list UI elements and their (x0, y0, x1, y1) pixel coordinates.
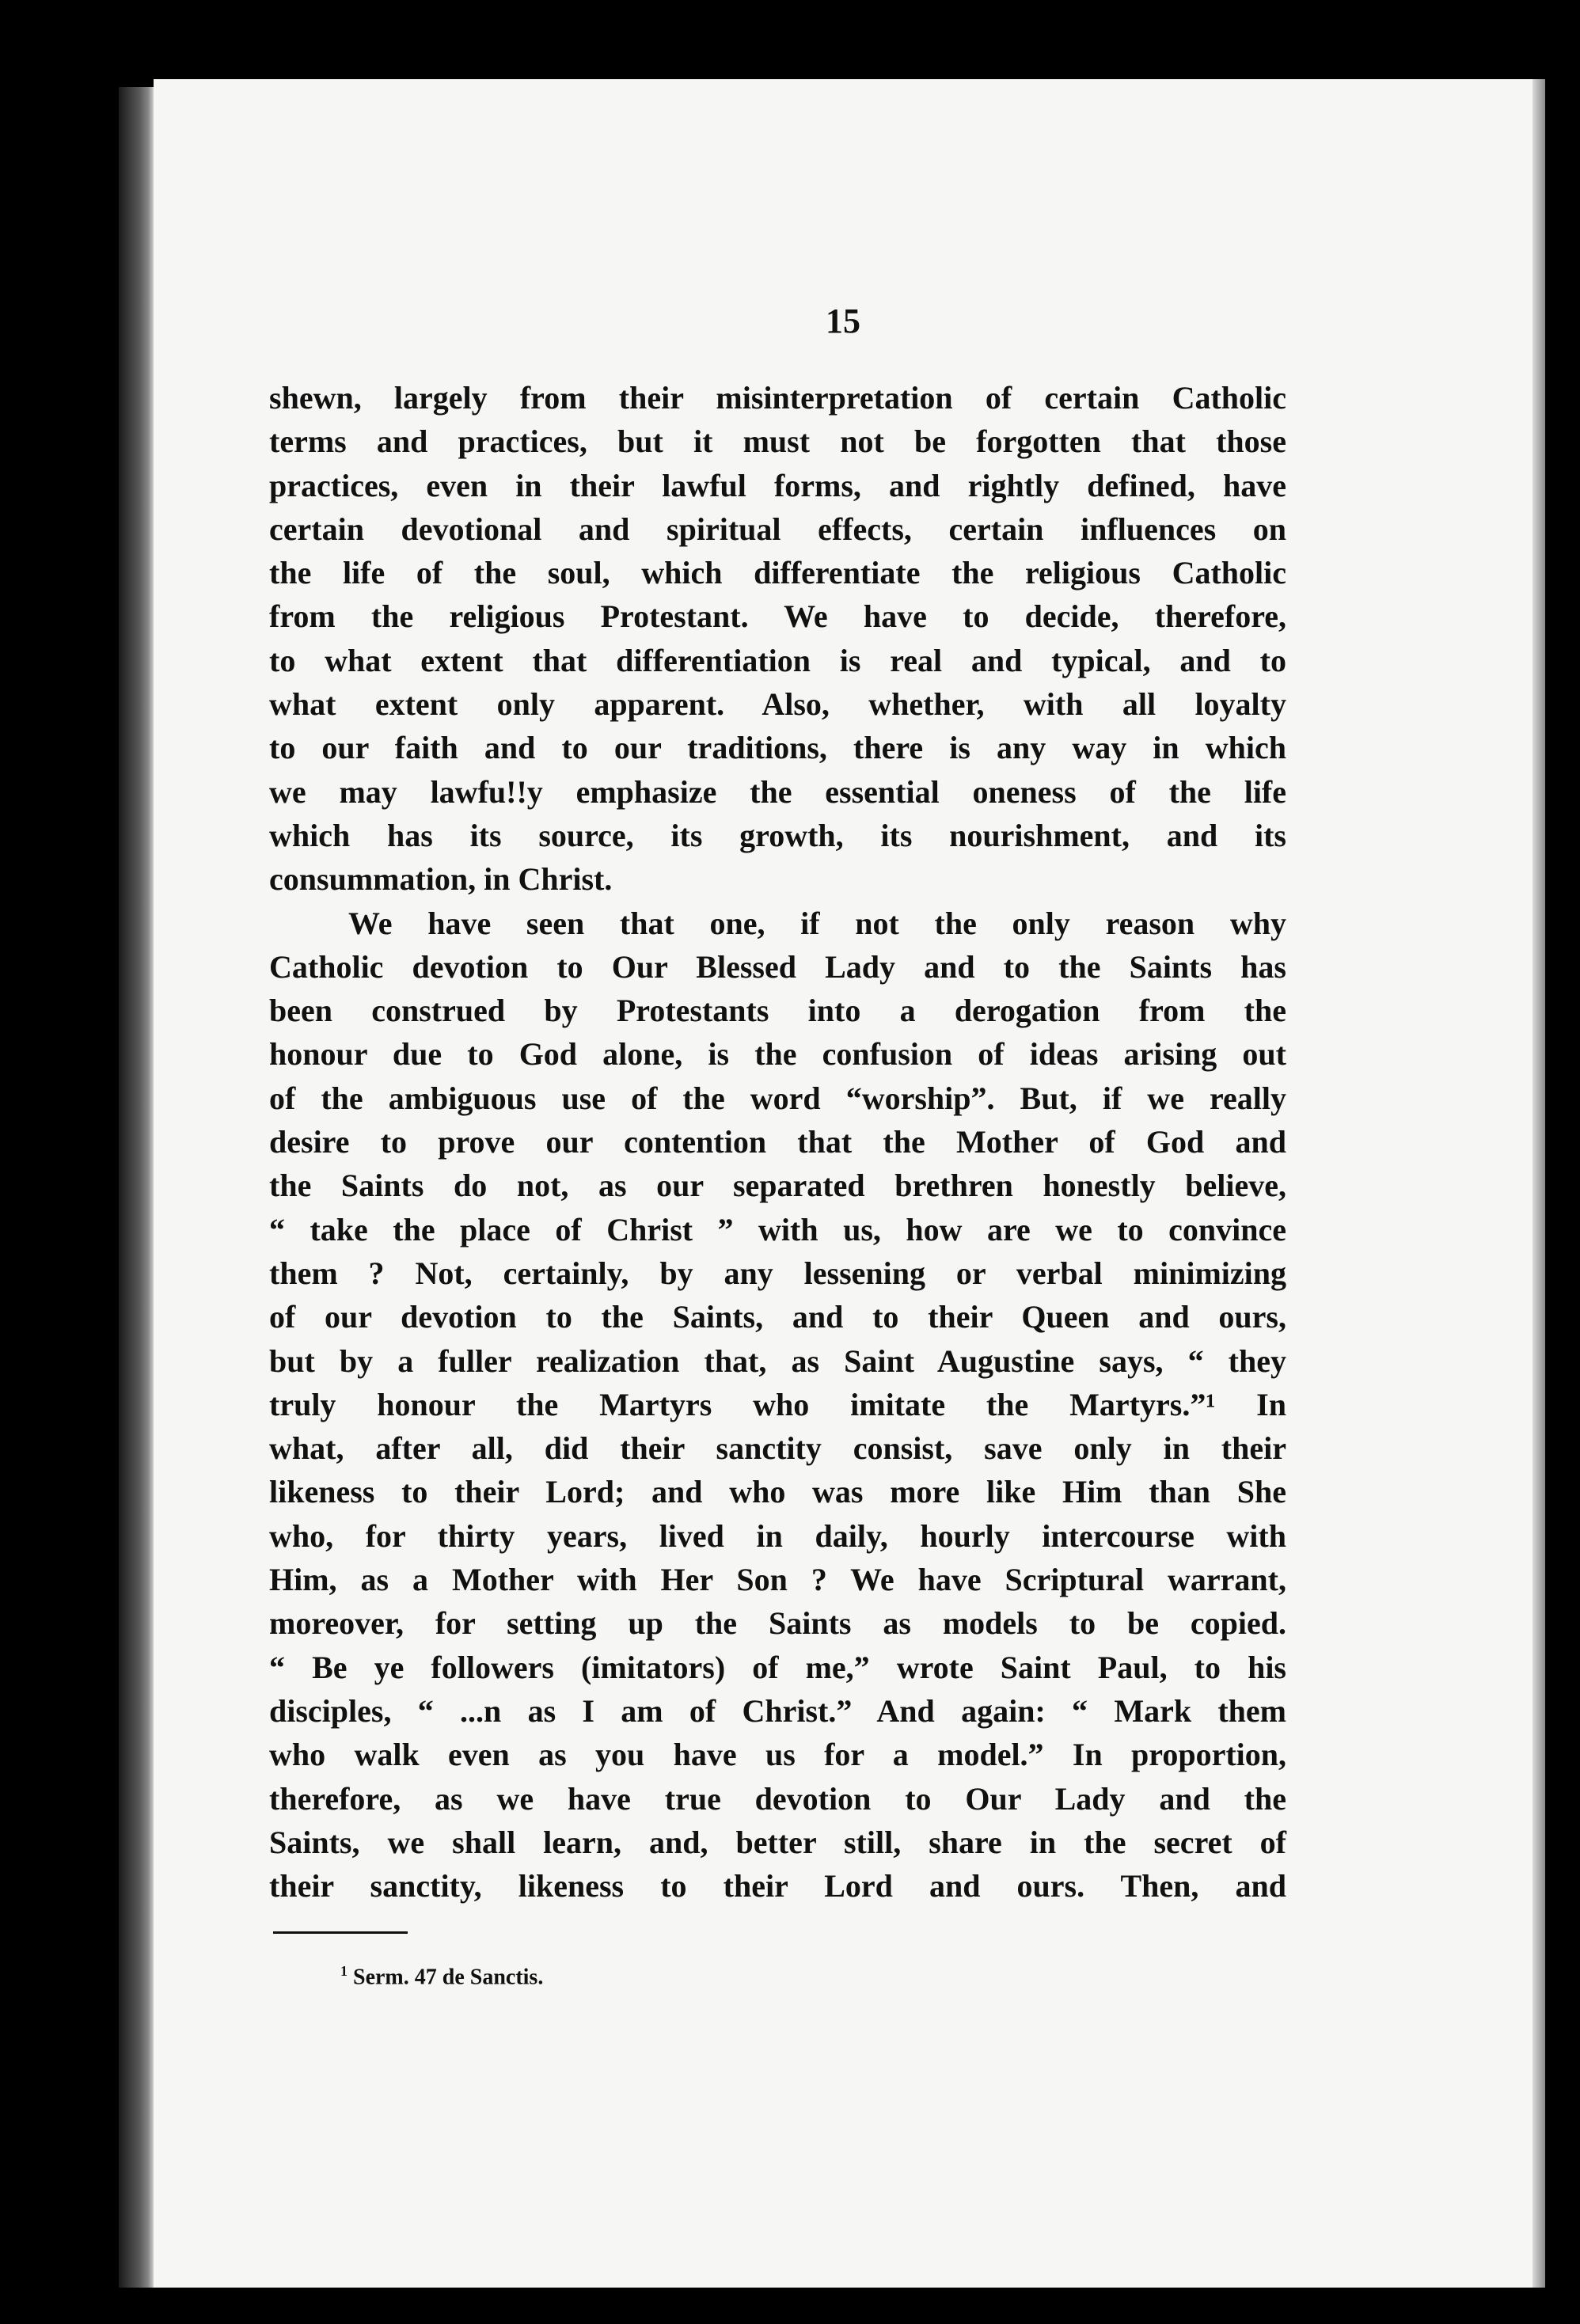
text-line: certain devotional and spiritual effects, certain influences on (269, 511, 1286, 547)
text-line: Saints, we shall learn, and, better still, share in the secret of (269, 1824, 1286, 1860)
text-line: Catholic devotion to Our Blessed Lady and to the Saints has (269, 948, 1286, 985)
text-line: of our devotion to the Saints, and to their Queen and ours, (269, 1299, 1286, 1335)
text-line: of the ambiguous use of the word “worship”. But, if we really (269, 1080, 1286, 1116)
footnote-rule (273, 1931, 408, 1934)
text-line: disciples, “ ...n as I am of Christ.” And again: “ Mark them (269, 1692, 1286, 1729)
text-line: their sanctity, likeness to their Lord and ours. Then, and (269, 1868, 1286, 1904)
text-line: what, after all, did their sanctity consist, save only in their (269, 1430, 1286, 1467)
page-number: 15 (826, 302, 860, 340)
text-line: “ Be ye followers (imitators) of me,” wrote Saint Paul, to his (269, 1649, 1286, 1685)
body-text (269, 376, 1286, 1908)
text-line: from the religious Protestant. We have to decide, therefore, (269, 598, 1286, 635)
text-line: Him, as a Mother with Her Son ? We have Scriptural warrant, (269, 1562, 1286, 1598)
text-line: therefore, as we have true devotion to Our Lady and the (269, 1780, 1286, 1817)
text-line: likeness to their Lord; and who was more like Him than She (269, 1474, 1286, 1510)
page-edge (1533, 79, 1545, 2288)
text-line: practices, even in their lawful forms, and rightly defined, have (269, 467, 1286, 503)
book-spine (119, 87, 154, 2288)
footnote (340, 1963, 543, 1990)
text-line: we may lawfu!!y emphasize the essential oneness of the life (269, 773, 1286, 810)
text-line: them ? Not, certainly, by any lessening or verbal minimizing (269, 1255, 1286, 1291)
text-line: been construed by Protestants into a derogation from the (269, 993, 1286, 1029)
text-line: to our faith and to our traditions, there is any way in which (269, 730, 1286, 766)
text-line: moreover, for setting up the Saints as models to be copied. (269, 1605, 1286, 1642)
text-line: to what extent that differentiation is real and typical, and to (269, 642, 1286, 678)
text-line: which has its source, its growth, its nourishment, and its (269, 817, 1286, 853)
text-line: what extent only apparent. Also, whether, with all loyalty (269, 686, 1286, 723)
text-line: We have seen that one, if not the only reason why (348, 905, 1286, 941)
text-line: who, for thirty years, lived in daily, hourly intercourse with (269, 1517, 1286, 1554)
text-line: the Saints do not, as our separated brethren honestly believe, (269, 1168, 1286, 1204)
footnote-marker: 1 (340, 1963, 348, 1979)
text-line: “ take the place of Christ ” with us, how are we to convince (269, 1211, 1286, 1247)
text-line: terms and practices, but it must not be forgotten that those (269, 423, 1286, 460)
footnote-text: Serm. 47 de Sanctis. (353, 1965, 544, 1990)
text-line: honour due to God alone, is the confusion of ideas arising out (269, 1036, 1286, 1073)
text-line: truly honour the Martyrs who imitate the Martyrs.”¹ In (269, 1386, 1286, 1422)
text-line: but by a fuller realization that, as Saint Augustine says, “ they (269, 1342, 1286, 1379)
text-line: the life of the soul, which differentiate the religious Catholic (269, 555, 1286, 591)
text-line: shewn, largely from their misinterpretation of certain Catholic (269, 380, 1286, 416)
text-line: desire to prove our contention that the Mother of God and (269, 1124, 1286, 1160)
text-line: consummation, in Christ. (269, 861, 613, 898)
text-line: who walk even as you have us for a model.” In proportion, (269, 1737, 1286, 1773)
